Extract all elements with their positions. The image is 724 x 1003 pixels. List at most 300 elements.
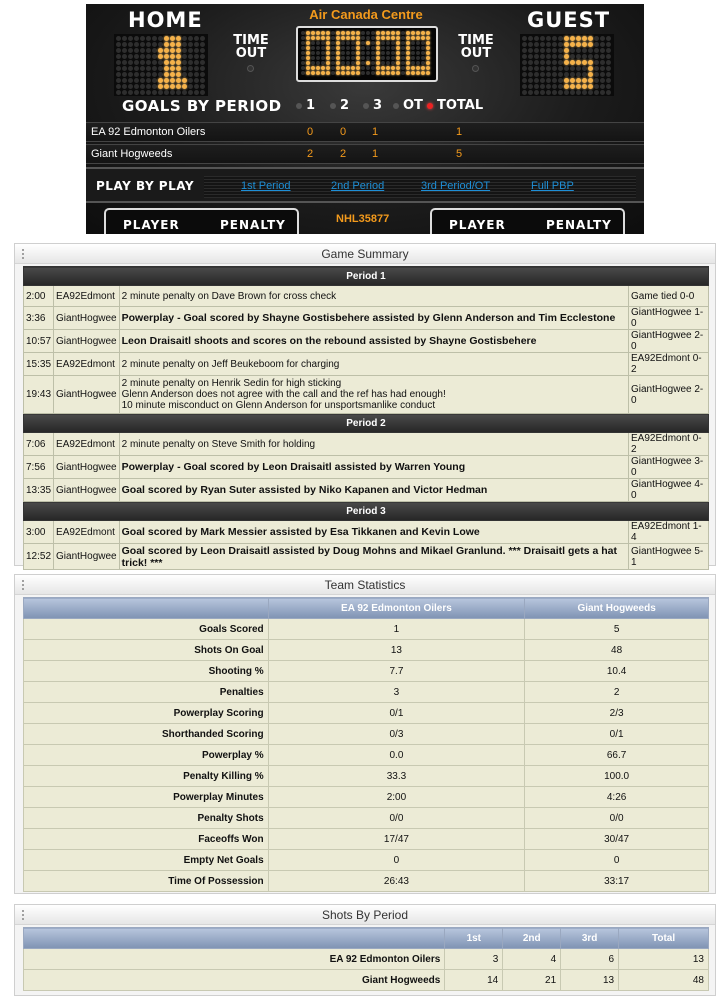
led-dot <box>194 48 199 53</box>
led-dot <box>146 48 151 53</box>
led-dot <box>366 51 370 55</box>
led-dot <box>331 36 335 40</box>
led-dot <box>152 72 157 77</box>
led-dot <box>341 51 345 55</box>
led-dot <box>176 66 181 71</box>
led-dot <box>396 46 400 50</box>
led-dot <box>552 72 557 77</box>
led-dot <box>396 61 400 65</box>
scoreboard <box>86 4 644 234</box>
led-dot <box>316 71 320 75</box>
led-dot <box>356 36 360 40</box>
game-id: NHL35877 <box>336 213 390 225</box>
led-dot <box>182 36 187 41</box>
led-dot <box>416 61 420 65</box>
event-time: 19:43 <box>24 376 54 414</box>
led-dot <box>140 78 145 83</box>
led-dot <box>326 41 330 45</box>
event-team: GiantHogwee <box>54 544 120 570</box>
led-dot <box>128 78 133 83</box>
led-dot <box>582 90 587 95</box>
led-dot <box>401 46 405 50</box>
led-dot <box>588 54 593 59</box>
led-dot <box>546 90 551 95</box>
led-dot <box>316 61 320 65</box>
led-dot <box>311 66 315 70</box>
period-tab-3[interactable]: 3 <box>363 98 382 113</box>
link-full-pbp[interactable]: Full PBP <box>531 180 574 192</box>
led-dot <box>170 78 175 83</box>
event-time: 10:57 <box>24 330 54 353</box>
led-dot <box>594 66 599 71</box>
game-clock-digits <box>301 31 430 75</box>
led-dot <box>128 54 133 59</box>
led-dot <box>164 84 169 89</box>
led-dot <box>391 46 395 50</box>
led-dot <box>346 41 350 45</box>
led-dot <box>582 60 587 65</box>
led-dot <box>426 51 430 55</box>
led-dot <box>576 84 581 89</box>
led-dot <box>594 48 599 53</box>
led-dot <box>301 36 305 40</box>
led-dot <box>421 51 425 55</box>
led-dot <box>152 60 157 65</box>
led-dot <box>588 90 593 95</box>
led-dot <box>336 56 340 60</box>
led-dot <box>341 31 345 35</box>
led-dot <box>152 66 157 71</box>
led-dot <box>426 36 430 40</box>
led-dot <box>128 36 133 41</box>
led-dot <box>164 66 169 71</box>
led-dot <box>406 31 410 35</box>
led-dot <box>176 78 181 83</box>
led-dot <box>164 48 169 53</box>
led-dot <box>528 42 533 47</box>
led-dot <box>564 48 569 53</box>
led-dot <box>426 31 430 35</box>
led-dot <box>336 71 340 75</box>
panel-title: Team Statistics <box>324 578 406 592</box>
drag-handle-icon[interactable] <box>21 248 25 260</box>
led-dot <box>170 36 175 41</box>
event-description <box>119 330 628 353</box>
event-score: GiantHogwee 2-0 <box>629 376 709 414</box>
shots-value: 48 <box>619 970 709 991</box>
led-dot <box>176 42 181 47</box>
led-dot <box>128 84 133 89</box>
led-dot <box>158 84 163 89</box>
home-score-display <box>114 34 208 96</box>
led-dot <box>588 66 593 71</box>
led-dot <box>534 36 539 41</box>
period-3-indicator-icon <box>363 103 369 109</box>
led-dot <box>356 71 360 75</box>
led-dot <box>346 56 350 60</box>
led-dot <box>606 60 611 65</box>
led-dot <box>361 61 365 65</box>
led-dot <box>411 36 415 40</box>
event-row <box>24 521 709 544</box>
led-dot <box>371 66 375 70</box>
period-tab-total[interactable]: TOTAL <box>427 98 483 113</box>
led-dot <box>376 31 380 35</box>
led-dot <box>416 51 420 55</box>
led-dot <box>316 56 320 60</box>
led-dot <box>594 54 599 59</box>
led-dot <box>146 60 151 65</box>
led-dot <box>116 78 121 83</box>
led-dot <box>564 54 569 59</box>
led-dot <box>152 54 157 59</box>
led-dot <box>176 36 181 41</box>
led-dot <box>356 46 360 50</box>
led-dot <box>576 42 581 47</box>
team-statistics-table <box>23 597 709 892</box>
led-dot <box>588 48 593 53</box>
shots-value: 14 <box>445 970 503 991</box>
led-dot <box>406 46 410 50</box>
led-dot <box>426 56 430 60</box>
period-2-goals: 0 <box>339 126 347 138</box>
event-description-line: Leon Draisaitl shoots and scores on the rebound assisted by Shayne Gostisbehere <box>121 335 537 347</box>
blank-header <box>24 928 445 949</box>
led-dot <box>606 42 611 47</box>
shots-value: 13 <box>561 970 619 991</box>
led-dot <box>546 66 551 71</box>
stat-value: 10.4 <box>525 661 709 682</box>
stat-label: Shooting % <box>24 661 269 682</box>
event-description <box>119 433 628 456</box>
led-dot <box>188 60 193 65</box>
led-dot <box>128 66 133 71</box>
led-dot <box>194 54 199 59</box>
led-dot <box>182 48 187 53</box>
led-dot <box>301 71 305 75</box>
stat-value: 13 <box>268 640 525 661</box>
led-dot <box>351 41 355 45</box>
stat-value: 33.3 <box>268 766 525 787</box>
led-dot <box>146 66 151 71</box>
led-dot <box>331 31 335 35</box>
led-dot <box>306 56 310 60</box>
led-dot <box>576 60 581 65</box>
led-dot <box>371 61 375 65</box>
led-dot <box>140 66 145 71</box>
led-dot <box>391 61 395 65</box>
led-dot <box>140 48 145 53</box>
led-dot <box>376 56 380 60</box>
guest-player-penalty-box <box>430 208 625 234</box>
led-dot <box>182 42 187 47</box>
led-dot <box>346 71 350 75</box>
led-dot <box>122 84 127 89</box>
led-dot <box>194 42 199 47</box>
led-dot <box>564 42 569 47</box>
led-dot <box>188 36 193 41</box>
led-dot <box>421 56 425 60</box>
drag-handle-icon[interactable] <box>21 579 25 591</box>
led-dot <box>426 61 430 65</box>
led-dot <box>534 48 539 53</box>
led-dot <box>316 36 320 40</box>
stat-label: Faceoffs Won <box>24 829 269 850</box>
led-dot <box>371 46 375 50</box>
led-dot <box>176 90 181 95</box>
led-dot <box>134 36 139 41</box>
event-description-line: 2 minute penalty on Dave Brown for cross check <box>121 290 337 302</box>
event-description <box>119 479 628 502</box>
led-dot <box>351 71 355 75</box>
led-dot <box>170 72 175 77</box>
event-time: 3:36 <box>24 307 54 330</box>
led-dot <box>376 46 380 50</box>
led-dot <box>152 42 157 47</box>
led-dot <box>176 84 181 89</box>
led-dot <box>134 42 139 47</box>
led-dot <box>552 36 557 41</box>
led-dot <box>176 48 181 53</box>
shots-by-period-panel <box>14 904 716 996</box>
led-dot <box>152 84 157 89</box>
event-description <box>119 544 628 570</box>
led-dot <box>522 36 527 41</box>
stat-label: Penalty Killing % <box>24 766 269 787</box>
led-dot <box>158 54 163 59</box>
led-dot <box>396 66 400 70</box>
panel-title: Shots By Period <box>321 908 409 922</box>
home-label: HOME <box>128 8 203 32</box>
led-dot <box>188 84 193 89</box>
led-dot <box>351 56 355 60</box>
led-dot <box>558 66 563 71</box>
led-dot <box>421 46 425 50</box>
stat-value: 1 <box>268 619 525 640</box>
stat-label: Empty Net Goals <box>24 850 269 871</box>
led-dot <box>522 60 527 65</box>
led-dot <box>366 66 370 70</box>
led-dot <box>391 31 395 35</box>
led-dot <box>331 71 335 75</box>
led-dot <box>376 66 380 70</box>
led-dot <box>411 31 415 35</box>
led-dot <box>421 66 425 70</box>
led-dot <box>546 42 551 47</box>
led-dot <box>421 71 425 75</box>
led-dot <box>194 72 199 77</box>
led-dot <box>576 36 581 41</box>
led-dot <box>426 71 430 75</box>
led-dot <box>540 84 545 89</box>
led-dot <box>396 56 400 60</box>
team-name: EA 92 Edmonton Oilers <box>24 949 445 970</box>
led-dot <box>200 48 205 53</box>
led-dot <box>361 46 365 50</box>
led-dot <box>582 54 587 59</box>
led-dot <box>188 42 193 47</box>
led-dot <box>116 90 121 95</box>
led-dot <box>140 72 145 77</box>
led-dot <box>200 84 205 89</box>
led-dot <box>582 84 587 89</box>
period-tab-1[interactable]: 1 <box>296 98 315 113</box>
link-3rd-period-ot[interactable]: 3rd Period/OT <box>421 180 491 192</box>
led-dot <box>588 36 593 41</box>
led-dot <box>606 48 611 53</box>
event-description-line: 2 minute penalty on Jeff Beukeboom for charging <box>121 358 340 370</box>
event-team: EA92Edmont <box>54 286 120 307</box>
stat-row <box>24 724 709 745</box>
shots-value: 3 <box>445 949 503 970</box>
stat-value: 7.7 <box>268 661 525 682</box>
led-dot <box>528 54 533 59</box>
led-dot <box>152 36 157 41</box>
led-dot <box>401 51 405 55</box>
led-dot <box>534 78 539 83</box>
panel-title: Game Summary <box>321 247 409 261</box>
led-dot <box>200 72 205 77</box>
stat-value: 4:26 <box>525 787 709 808</box>
home-player-penalty-box <box>104 208 299 234</box>
led-dot <box>321 61 325 65</box>
led-dot <box>326 31 330 35</box>
stat-value: 26:43 <box>268 871 525 892</box>
team-statistics-panel <box>14 574 716 894</box>
period-label: Period 1 <box>24 267 709 286</box>
player-label: PLAYER <box>123 218 180 232</box>
event-row <box>24 376 709 414</box>
event-description-line: 2 minute penalty on Steve Smith for holding <box>121 438 316 450</box>
led-dot <box>336 36 340 40</box>
shots-header-row <box>24 928 709 949</box>
led-dot <box>558 36 563 41</box>
led-dot <box>606 66 611 71</box>
led-dot <box>346 66 350 70</box>
led-dot <box>311 61 315 65</box>
led-dot <box>386 41 390 45</box>
led-dot <box>152 90 157 95</box>
stat-row <box>24 619 709 640</box>
led-dot <box>386 36 390 40</box>
led-dot <box>146 72 151 77</box>
led-dot <box>122 90 127 95</box>
led-dot <box>570 66 575 71</box>
team-column-header: Giant Hogweeds <box>525 598 709 619</box>
led-dot <box>522 78 527 83</box>
led-dot <box>522 72 527 77</box>
led-dot <box>534 66 539 71</box>
led-dot <box>301 46 305 50</box>
period-column-header: 2nd <box>503 928 561 949</box>
link-2nd-period[interactable]: 2nd Period <box>331 180 385 192</box>
led-dot <box>170 84 175 89</box>
event-score: Game tied 0-0 <box>629 286 709 307</box>
event-description-line: Goal scored by Leon Draisaitl assisted by Doug Mohns and Mikael Granlund. *** Draisaitl gets a hat trick! *** <box>121 544 617 569</box>
led-dot <box>546 78 551 83</box>
event-score: GiantHogwee 5-1 <box>629 544 709 570</box>
led-dot <box>341 66 345 70</box>
led-dot <box>200 78 205 83</box>
led-dot <box>140 84 145 89</box>
stat-row <box>24 808 709 829</box>
led-dot <box>134 66 139 71</box>
period-header-row <box>24 414 709 433</box>
led-dot <box>194 78 199 83</box>
led-dot <box>200 60 205 65</box>
led-dot <box>406 61 410 65</box>
led-dot <box>134 78 139 83</box>
event-team: GiantHogwee <box>54 376 120 414</box>
led-dot <box>381 41 385 45</box>
led-dot <box>122 54 127 59</box>
led-dot <box>588 72 593 77</box>
led-dot <box>522 48 527 53</box>
guest-timeout-label: TIME OUT <box>458 33 494 61</box>
led-dot <box>128 90 133 95</box>
led-dot <box>396 41 400 45</box>
led-dot <box>182 54 187 59</box>
led-dot <box>594 84 599 89</box>
led-dot <box>558 84 563 89</box>
led-dot <box>336 41 340 45</box>
led-dot <box>570 90 575 95</box>
led-dot <box>146 54 151 59</box>
led-dot <box>600 84 605 89</box>
stat-value: 0.0 <box>268 745 525 766</box>
led-dot <box>316 66 320 70</box>
led-dot <box>606 78 611 83</box>
led-dot <box>391 66 395 70</box>
play-by-play-label: PLAY BY PLAY <box>96 179 195 193</box>
led-dot <box>194 66 199 71</box>
period-tab-ot[interactable]: OT <box>393 98 423 113</box>
led-dot <box>306 36 310 40</box>
led-dot <box>600 48 605 53</box>
led-dot <box>326 46 330 50</box>
period-tab-2[interactable]: 2 <box>330 98 349 113</box>
stat-row <box>24 850 709 871</box>
link-1st-period[interactable]: 1st Period <box>241 180 291 192</box>
stat-value: 66.7 <box>525 745 709 766</box>
event-score: GiantHogwee 4-0 <box>629 479 709 502</box>
led-dot <box>570 42 575 47</box>
led-dot <box>176 60 181 65</box>
led-dot <box>116 60 121 65</box>
led-dot <box>331 66 335 70</box>
team-column-header: EA 92 Edmonton Oilers <box>268 598 525 619</box>
drag-handle-icon[interactable] <box>21 909 25 921</box>
led-dot <box>176 54 181 59</box>
led-dot <box>558 90 563 95</box>
led-dot <box>306 31 310 35</box>
led-dot <box>326 51 330 55</box>
led-dot <box>356 51 360 55</box>
led-dot <box>528 36 533 41</box>
led-dot <box>401 56 405 60</box>
led-dot <box>326 71 330 75</box>
stat-label: Penalties <box>24 682 269 703</box>
led-dot <box>200 66 205 71</box>
led-dot <box>116 48 121 53</box>
led-dot <box>128 72 133 77</box>
led-dot <box>306 71 310 75</box>
led-dot <box>606 72 611 77</box>
led-dot <box>540 36 545 41</box>
led-dot <box>558 48 563 53</box>
led-dot <box>176 72 181 77</box>
stat-label: Powerplay % <box>24 745 269 766</box>
